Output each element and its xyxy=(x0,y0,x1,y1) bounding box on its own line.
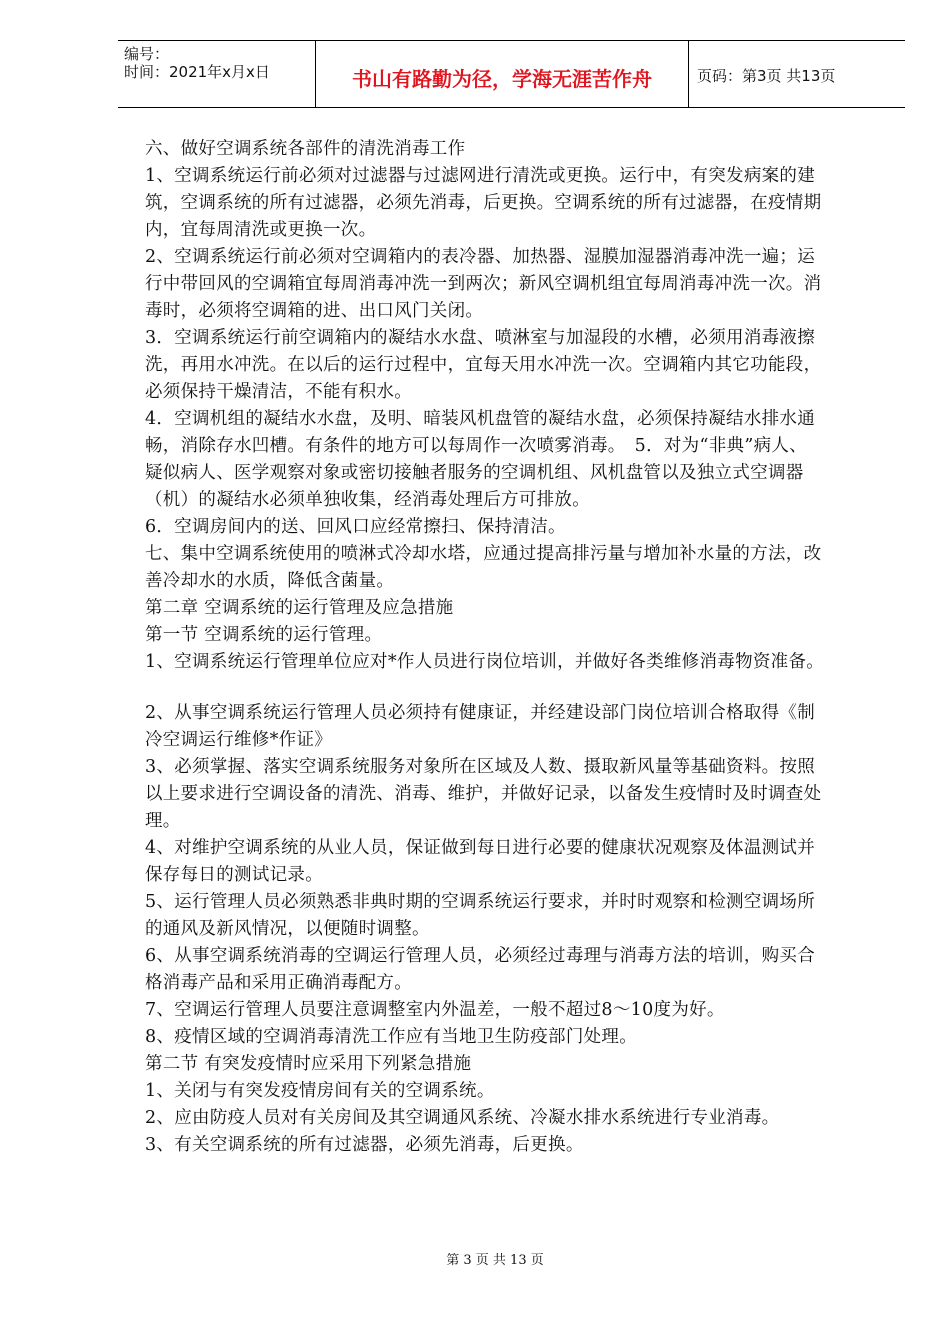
page-header xyxy=(118,40,905,108)
text-line: 六、做好空调系统各部件的清洗消毒工作 xyxy=(145,139,466,159)
text-line: 保存每日的测试记录。 xyxy=(145,865,323,885)
text-line: 毒时，必须将空调箱的进、出口风门关闭。 xyxy=(145,301,484,321)
text-line: 1、关闭与有突发疫情房间有关的空调系统。 xyxy=(145,1081,495,1101)
text-line: 1、空调系统运行管理单位应对*作人员进行岗位培训，并做好各类维修消毒物资准备。 xyxy=(145,652,825,672)
text-line: 七、集中空调系统使用的喷淋式冷却水塔，应通过提高排污量与增加补水量的方法，改 xyxy=(145,544,822,564)
blank-line xyxy=(145,676,880,700)
page-footer: 第 3 页 共 13 页 xyxy=(446,1253,544,1268)
text-line: 冷空调运行维修*作证》 xyxy=(145,730,333,750)
text-line: 第二节 有突发疫情时应采用下列紧急措施 xyxy=(145,1054,472,1074)
text-line: 2、空调系统运行前必须对空调箱内的表冷器、加热器、湿膜加湿器消毒冲洗一遍；运 xyxy=(145,247,816,267)
header-page-cell xyxy=(689,41,905,107)
text-line: 筑，空调系统的所有过滤器，必须先消毒，后更换。空调系统的所有过滤器，在疫情期 xyxy=(145,193,822,213)
text-line: 5、运行管理人员必须熟悉非典时期的空调系统运行要求，并时时观察和检测空调场所 xyxy=(145,892,816,912)
header-motto-cell xyxy=(316,41,689,107)
text-line: 疑似病人、医学观察对象或密切接触者服务的空调机组、风机盘管以及独立式空调器 xyxy=(145,463,804,483)
document-body xyxy=(145,136,880,1159)
header-meta-cell xyxy=(118,41,316,107)
text-line: 理。 xyxy=(145,811,181,831)
text-line: 第二章 空调系统的运行管理及应急措施 xyxy=(145,598,454,618)
text-line: 的通风及新风情况，以便随时调整。 xyxy=(145,919,430,939)
document-time-label: 时间：2021年x月x日 xyxy=(124,63,270,81)
text-line: 4、对维护空调系统的从业人员，保证做到每日进行必要的健康状况观察及体温测试并 xyxy=(145,838,816,858)
text-line: 8、疫情区域的空调消毒清洗工作应有当地卫生防疫部门处理。 xyxy=(145,1027,638,1047)
text-line: 善冷却水的水质，降低含菌量。 xyxy=(145,571,395,591)
text-line: 3．空调系统运行前空调箱内的凝结水水盘、喷淋室与加湿段的水槽，必须用消毒液擦 xyxy=(145,328,816,348)
text-line: 畅，消除存水凹槽。有条件的地方可以每周作一次喷雾消毒。 5．对为“非典”病人、 xyxy=(145,436,807,456)
text-line: 内，宜每周清洗或更换一次。 xyxy=(145,220,377,240)
text-line: （机）的凝结水必须单独收集，经消毒处理后方可排放。 xyxy=(145,490,590,510)
text-line: 格消毒产品和采用正确消毒配方。 xyxy=(145,973,412,993)
text-line: 必须保持干燥清洁，不能有积水。 xyxy=(145,382,412,402)
text-line: 6．空调房间内的送、回风口应经常擦扫、保持清洁。 xyxy=(145,517,566,537)
text-line: 以上要求进行空调设备的清洗、消毒、维护，并做好记录，以备发生疫情时及时调查处 xyxy=(145,784,822,804)
text-line: 洗，再用水冲洗。在以后的运行过程中，宜每天用水冲洗一次。空调箱内其它功能段， xyxy=(145,355,822,375)
header-page-info: 页码：第3页 共13页 xyxy=(697,67,836,85)
text-line: 4．空调机组的凝结水水盘，及明、暗装风机盘管的凝结水盘，必须保持凝结水排水通 xyxy=(145,409,816,429)
text-line: 2、应由防疫人员对有关房间及其空调通风系统、冷凝水排水系统进行专业消毒。 xyxy=(145,1108,780,1128)
text-line: 3、有关空调系统的所有过滤器，必须先消毒，后更换。 xyxy=(145,1135,584,1155)
text-line: 2、从事空调系统运行管理人员必须持有健康证，并经建设部门岗位培训合格取得《制 xyxy=(145,703,816,723)
text-line: 行中带回风的空调箱宜每周消毒冲洗一到两次；新风空调机组宜每周消毒冲洗一次。消 xyxy=(145,274,822,294)
text-line: 6、从事空调系统消毒的空调运行管理人员，必须经过毒理与消毒方法的培训，购买合 xyxy=(145,946,816,966)
text-line: 7、空调运行管理人员要注意调整室内外温差，一般不超过8～10度为好。 xyxy=(145,1000,725,1020)
document-number-label: 编号： xyxy=(124,45,170,63)
header-motto: 书山有路勤为径，学海无涯苦作舟 xyxy=(352,67,652,91)
text-line: 3、必须掌握、落实空调系统服务对象所在区域及人数、摄取新风量等基础资料。按照 xyxy=(145,757,816,777)
text-line: 第一节 空调系统的运行管理。 xyxy=(145,625,383,645)
text-line: 1、空调系统运行前必须对过滤器与过滤网进行清洗或更换。运行中，有突发病案的建 xyxy=(145,166,816,186)
